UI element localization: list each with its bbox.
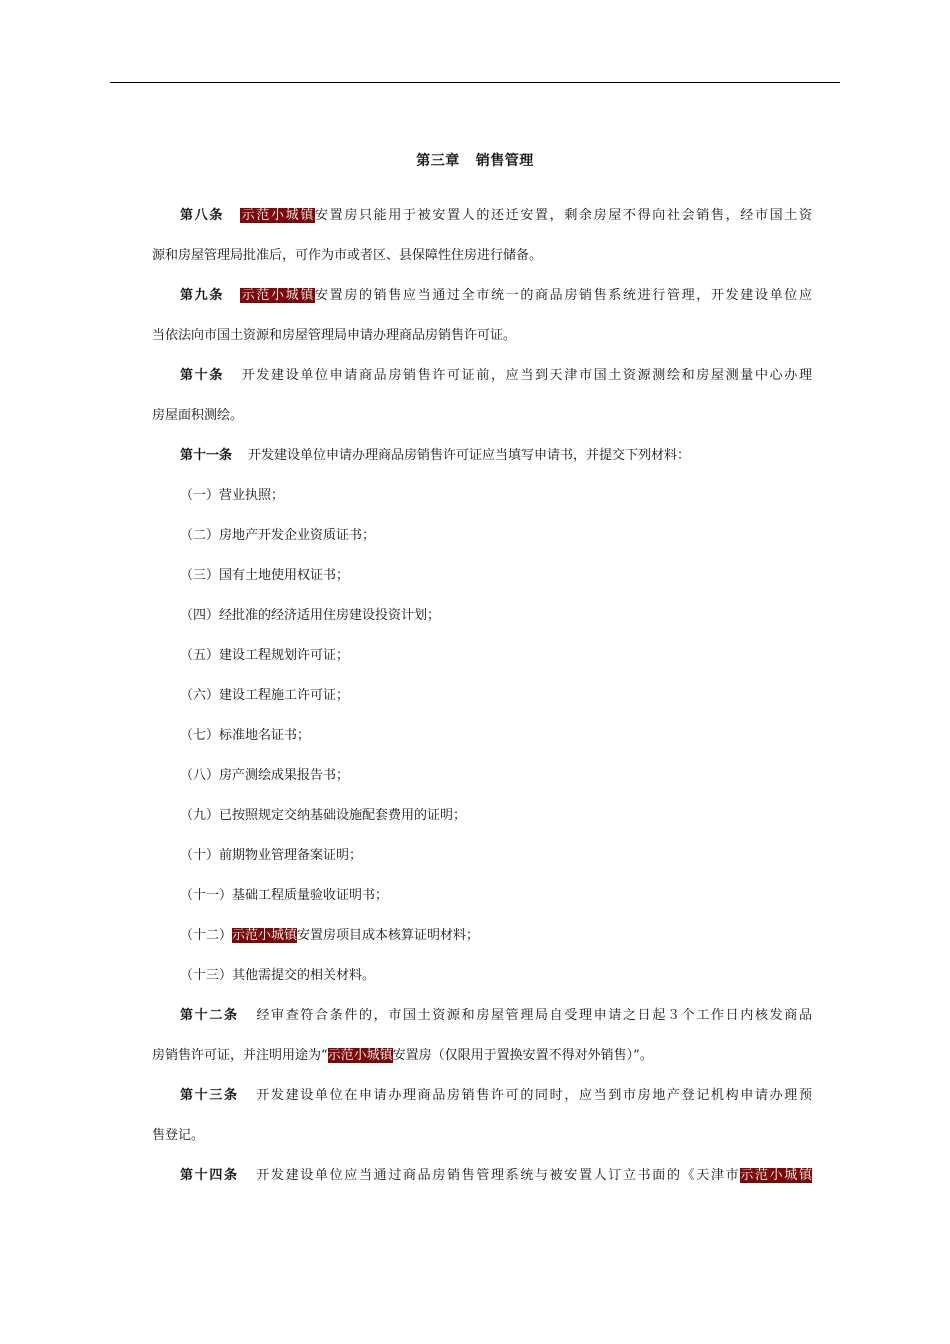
list-item: （四）经批准的经济适用住房建设投资计划； — [180, 608, 441, 623]
list-item-number: （十二） — [180, 928, 233, 943]
list-item: （一）营业执照； — [180, 488, 285, 503]
article-14-label: 第十四条 — [180, 1168, 239, 1183]
article-8-line-2: 源和房屋管理局批准后，可作为市或者区、县保障性住房进行储备。 — [152, 248, 543, 263]
list-item: （二）房地产开发企业资质证书； — [180, 528, 376, 543]
article-13-line-1 — [180, 1086, 812, 1106]
article-11-label: 第十一条 — [180, 448, 233, 463]
article-8-label: 第八条 — [180, 208, 224, 223]
chapter-title: 销售管理 — [475, 153, 534, 169]
list-item: （十）前期物业管理备案证明； — [180, 848, 363, 863]
article-9-text: 安置房的销售应当通过全市统一的商品房销售系统进行管理，开发建设单位应 — [315, 288, 812, 303]
article-10-line-1 — [180, 366, 812, 386]
article-14-line-1 — [180, 1166, 812, 1186]
article-13-label: 第十三条 — [180, 1088, 239, 1103]
article-9-line-2: 当依法向市国土资源和房屋管理局申请办理商品房销售许可证。 — [152, 328, 517, 343]
article-13-text: 开发建设单位在申请办理商品房销售许可的同时，应当到市房地产登记机构申请办理预 — [254, 1088, 812, 1103]
article-10-text: 开发建设单位申请商品房销售许可证前，应当到天津市国土资源测绘和房屋测量中心办理 — [240, 368, 812, 383]
chapter-heading — [0, 150, 950, 170]
article-11-line-1 — [180, 446, 812, 466]
town-highlight: 示范小城镇 — [240, 208, 315, 223]
article-12-label: 第十二条 — [180, 1008, 239, 1023]
article-8-text: 安置房只能用于被安置人的还迁安置，剩余房屋不得向社会销售，经市国土资 — [315, 208, 812, 223]
list-item-text: 安置房项目成本核算证明材料； — [297, 928, 480, 943]
list-item: （七）标准地名证书； — [180, 728, 311, 743]
list-item — [180, 926, 812, 946]
town-highlight: 示范小城镇 — [232, 928, 298, 943]
article-10-line-2: 房屋面积测绘。 — [152, 408, 244, 423]
list-item: （六）建设工程施工许可证； — [180, 688, 350, 703]
article-12-text: 经审查符合条件的，市国土资源和房屋管理局自受理申请之日起３个工作日内核发商品 — [254, 1008, 812, 1023]
article-14-text: 开发建设单位应当通过商品房销售管理系统与被安置人订立书面的《天津市 — [254, 1168, 741, 1183]
article-12-text: 房销售许可证，并注明用途为“ — [152, 1048, 328, 1063]
list-item: （三）国有土地使用权证书； — [180, 568, 350, 583]
list-item: （十三）其他需提交的相关材料。 — [180, 968, 376, 983]
article-9-line-1 — [180, 286, 812, 306]
article-12-line-2 — [152, 1046, 812, 1066]
article-9-label: 第九条 — [180, 288, 224, 303]
town-highlight: 示范小城镇 — [740, 1168, 812, 1183]
article-8-line-1 — [180, 206, 812, 226]
article-10-label: 第十条 — [180, 368, 224, 383]
chapter-number: 第三章 — [416, 153, 460, 169]
list-item: （十一）基础工程质量验收证明书； — [180, 888, 389, 903]
article-11-text: 开发建设单位申请办理商品房销售许可证应当填写申请书，并提交下列材料： — [248, 448, 691, 463]
list-item: （八）房产测绘成果报告书； — [180, 768, 350, 783]
list-item: （九）已按照规定交纳基础设施配套费用的证明； — [180, 808, 467, 823]
article-12-text: 安置房（仅限用于置换安置不得对外销售）”。 — [392, 1048, 653, 1063]
header-rule — [110, 82, 840, 83]
town-highlight: 示范小城镇 — [327, 1048, 393, 1063]
list-item: （五）建设工程规划许可证； — [180, 648, 350, 663]
town-highlight: 示范小城镇 — [240, 288, 315, 303]
article-13-line-2: 售登记。 — [152, 1128, 205, 1143]
article-12-line-1 — [180, 1006, 812, 1026]
